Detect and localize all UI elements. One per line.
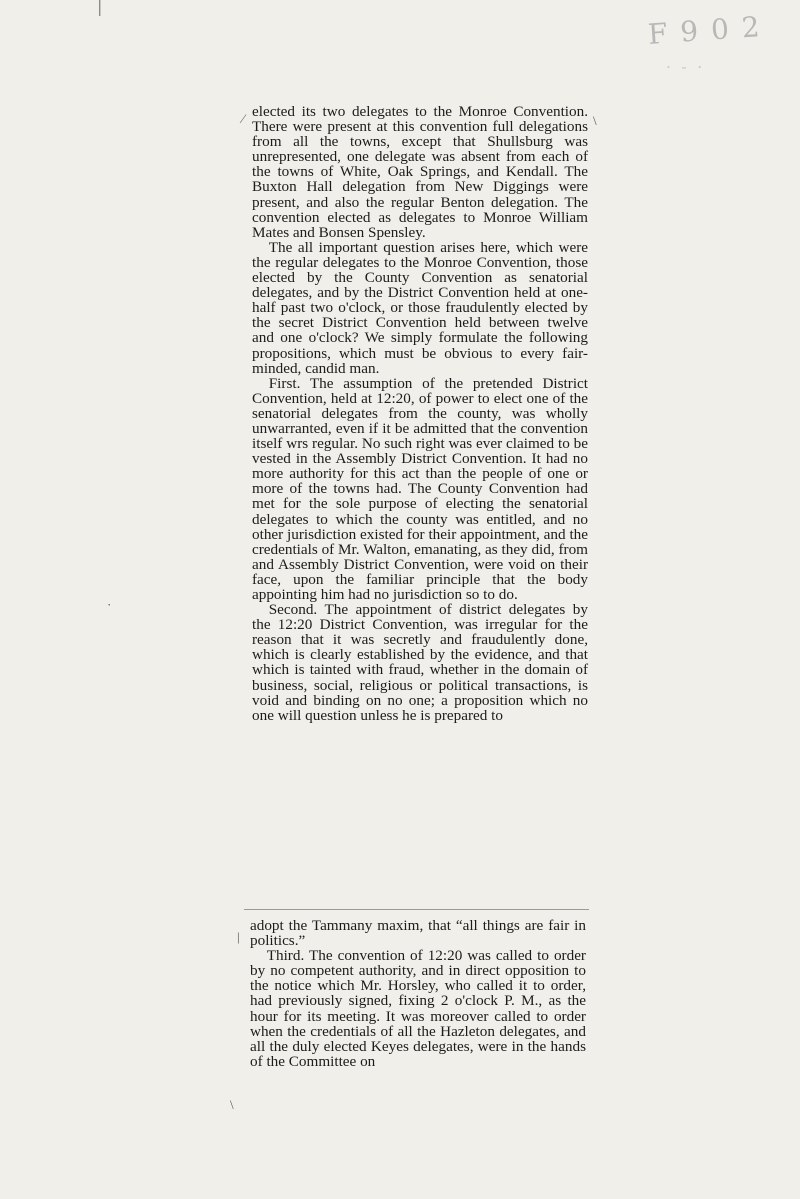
article-paragraph: elected its two delegates to the Monroe Convention. There were present at this convention full delegations from all the towns, except that Shullsburg was unrepresented, one delegate was absent from each of the towns of White, Oak Springs, and Kendall. The Buxton Hall delegation from New Diggings were present, and also the regular Benton delegation. The convention elected as delegates to Monroe William Mates and Bonsen Spensley.	[252, 103, 588, 241]
margin-mark-icon: ⁄	[242, 111, 245, 126]
clipping-separator	[244, 909, 589, 910]
article-paragraph: adopt the Tammany maxim, that “all things are fair in politics.”	[250, 917, 586, 950]
archive-pencil-mark: · ‐ ·	[666, 58, 706, 76]
newspaper-clipping-column-two	[250, 918, 586, 1069]
margin-mark-icon: |	[237, 929, 240, 944]
article-paragraph: Second. The appointment of district delegates by the 12:20 District Convention, was irregular for the reason that it was secretly and fraudulently done, which is clearly established by the evidence, and that which is tainted with fraud, whether in the domain of business, social, religious or political transactions, is void and binding on no one; a proposition which no one will question unless he is prepared to	[252, 601, 588, 724]
newspaper-clipping-column-one	[252, 104, 588, 723]
margin-mark-icon: \	[593, 113, 597, 128]
article-paragraph: First. The assumption of the pretended District Convention, held at 12:20, of power to elect one of the senatorial delegates from the county, was wholly unwarranted, even if it be admitted that the convention itself wrs regular. No such right was ever claimed to be vested in the Assembly District Convention. It had no more authority for this act than the people of one or more of the towns had. The County Convention had met for the sole purpose of electing the senatorial delegates to which the county was entitled, and no other jurisdiction existed for their appointment, and the credentials of Mr. Walton, emanating, as they did, from and Assembly District Convention, were void on their face, upon the familiar principle that the body appointing him had no jurisdiction so to do.	[252, 374, 588, 603]
margin-mark-icon: \	[230, 1097, 234, 1112]
archive-pencil-note: F 9 0 2	[646, 10, 763, 51]
edge-tick-mark: |	[98, 0, 102, 16]
article-paragraph: Third. The convention of 12:20 was called to order by no competent authority, and in direct opposition to the notice which Mr. Horsley, who called it to order, had previously signed, fixing 2 o'clock P. M., as the hour for its meeting. It was moreover called to order when the credentials of all the Hazleton delegates, and all the duly elected Keyes delegates, were in the hands of the Committee on	[250, 947, 586, 1070]
stray-dot-mark: ·	[107, 597, 112, 612]
article-paragraph: The all important question arises here, which were the regular delegates to the Monroe Convention, those elected by the County Convention as senatorial delegates, and by the District Convention held at one-half past two o'clock, or those fraudulently elected by the secret District Convention held between twelve and one o'clock? We simply formulate the following propositions, which must be obvious to every fair-minded, candid man.	[252, 238, 588, 377]
